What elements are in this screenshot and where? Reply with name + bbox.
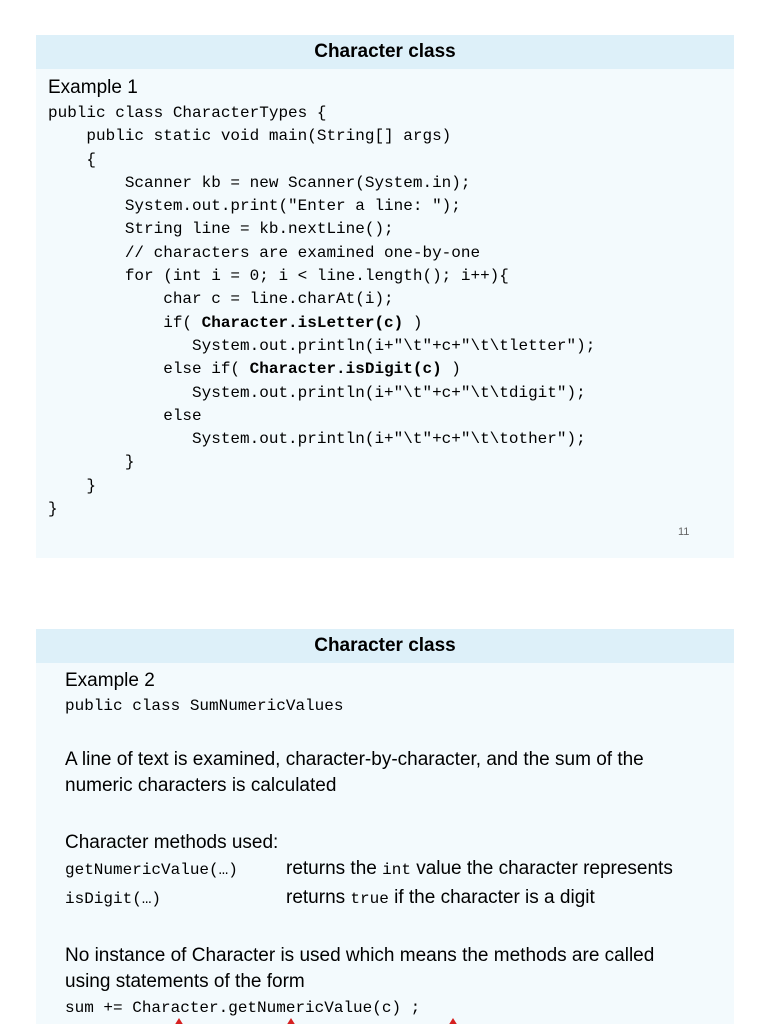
code-segment: public class CharacterTypes { — [48, 104, 327, 122]
method-desc-text: returns — [286, 887, 351, 908]
code-line — [48, 405, 595, 428]
code-line — [48, 172, 595, 195]
code-segment: System.out.println(i+"\t"+c+"\t\tdigit"); — [48, 383, 586, 402]
code-line — [48, 428, 595, 451]
code-segment: ) — [441, 360, 461, 379]
code-segment: else — [48, 406, 202, 425]
method-desc-text: if the character is a digit — [388, 887, 595, 908]
slide-example-1 — [36, 35, 734, 558]
description — [65, 747, 644, 799]
code-segment: } — [48, 476, 97, 495]
example-statement: sum += Character.getNumericValue(c) ; — [65, 999, 421, 1017]
slide-title: Character class — [36, 35, 734, 69]
code-segment: public static void main(String[] args) — [48, 127, 452, 146]
code-segment: String line = kb.nextLine(); — [48, 220, 394, 239]
note-line: using statements of the form — [65, 971, 305, 992]
method-row-isdigit — [65, 887, 595, 909]
code-segment: else if( — [48, 360, 250, 379]
code-line — [48, 125, 595, 148]
method-name: getNumericValue(…) — [65, 861, 238, 879]
code-segment: char c = line.charAt(i); — [48, 290, 394, 309]
method-desc-text: returns the — [286, 858, 383, 879]
annotation-arrow-up-icon — [174, 1018, 184, 1024]
code-highlight: Character.isDigit(c) — [249, 360, 442, 379]
methods-heading: Character methods used: — [65, 832, 279, 853]
code-line — [48, 451, 595, 474]
method-desc-text: value the character represents — [410, 858, 673, 879]
code-line — [48, 335, 595, 358]
method-description — [286, 887, 595, 909]
code-line — [48, 218, 595, 241]
method-desc-code: true — [350, 890, 389, 908]
example-label: Example 1 — [48, 77, 138, 98]
code-line — [48, 288, 595, 311]
method-row-getnumericvalue — [65, 858, 673, 880]
code-segment: ) — [403, 313, 423, 332]
code-segment: { — [48, 150, 97, 169]
code-line — [48, 358, 595, 381]
code-segment: // characters are examined one-by-one — [48, 243, 481, 262]
code-segment: System.out.println(i+"\t"+c+"\t\tother"); — [48, 430, 586, 449]
code-segment: System.out.print("Enter a line: "); — [48, 197, 461, 216]
code-segment: } — [48, 500, 58, 519]
class-declaration: public class SumNumericValues — [65, 697, 344, 715]
code-line — [48, 102, 595, 125]
slide-title: Character class — [36, 629, 734, 663]
code-segment: System.out.println(i+"\t"+c+"\t\tletter"); — [48, 336, 596, 355]
annotation-arrow-up-icon — [286, 1018, 296, 1024]
code-line — [48, 498, 595, 521]
code-line — [48, 382, 595, 405]
code-segment: for (int i = 0; i < line.length(); i++){ — [48, 267, 509, 286]
slide-example-2 — [36, 629, 734, 1024]
code-line — [48, 475, 595, 498]
code-line — [48, 149, 595, 172]
method-name: isDigit(…) — [65, 890, 162, 908]
note-line: No instance of Character is used which means the methods are called — [65, 945, 655, 966]
code-line — [48, 242, 595, 265]
code-line — [48, 195, 595, 218]
example-label: Example 2 — [65, 670, 155, 691]
usage-note — [65, 943, 654, 995]
code-segment: if( — [48, 313, 202, 332]
code-segment: Scanner kb = new Scanner(System.in); — [48, 173, 471, 192]
page-number: 11 — [678, 526, 690, 538]
method-description — [286, 858, 673, 880]
method-desc-code: int — [382, 861, 411, 879]
code-line — [48, 312, 595, 335]
code-segment: } — [48, 453, 135, 472]
annotation-arrow-up-icon — [448, 1018, 458, 1024]
description-line: numeric characters is calculated — [65, 775, 337, 796]
code-block — [48, 102, 595, 521]
description-line: A line of text is examined, character-by-character, and the sum of the — [65, 749, 644, 770]
code-line — [48, 265, 595, 288]
code-highlight: Character.isLetter(c) — [201, 313, 404, 332]
